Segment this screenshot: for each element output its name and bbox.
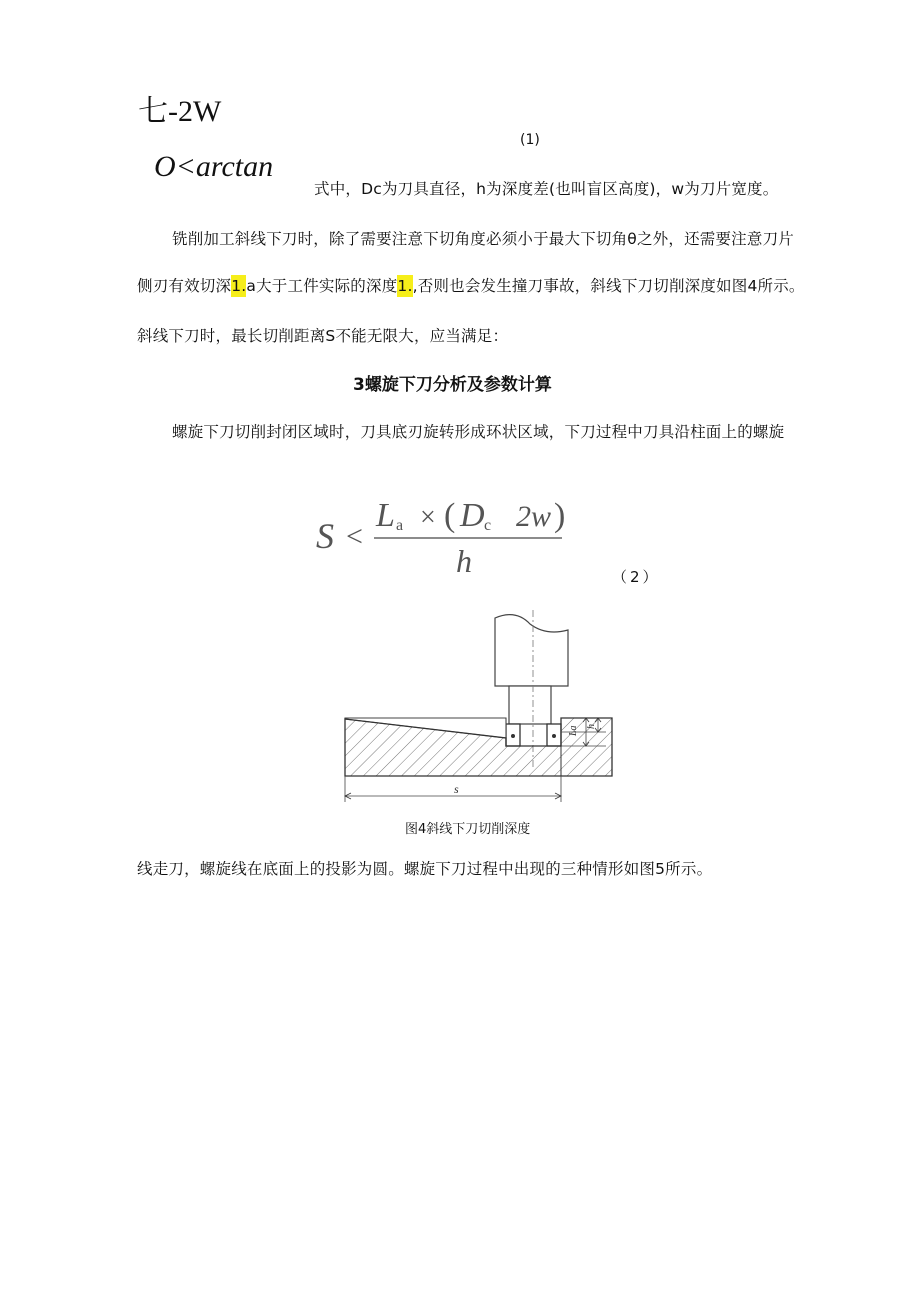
formula2-D-sub: c: [484, 517, 492, 534]
paragraph-2-line-2: 侧刃有效切深1.a大于工件实际的深度1.,否则也会发生撞刀事故，斜线下刀切削深度如图4所示。: [137, 277, 805, 295]
dim-s-label: s: [454, 782, 459, 796]
formula2-number: （2）: [612, 568, 661, 586]
highlight-mark-2: 1.: [397, 277, 413, 295]
paragraph-5: 线走刀，螺旋线在底面上的投影为圆。螺旋下刀过程中出现的三种情形如图5所示。: [137, 860, 713, 878]
formula2-D: D: [460, 497, 485, 534]
dim-h-label: h: [586, 724, 597, 729]
paragraph-4: 螺旋下刀切削封闭区域时，刀具底刃旋转形成环状区域，下刀过程中刀具沿柱面上的螺旋: [172, 423, 785, 441]
formula2-rel: <: [346, 520, 363, 553]
tool-shank: [495, 615, 568, 686]
formula1-number: (1): [520, 132, 540, 148]
paragraph-3: 斜线下刀时，最长切削距离S不能无限大，应当满足：: [137, 327, 509, 345]
tool-neck: [509, 686, 551, 724]
formula2-L: L: [376, 497, 395, 534]
formula2-open: (: [444, 497, 456, 534]
figure-4-diagram: [340, 608, 620, 804]
formula2-lhs: S: [316, 516, 334, 556]
formula1-top-line: 七-2W: [138, 95, 222, 128]
formula2-den: h: [456, 543, 472, 579]
formula2-2w: 2w: [516, 500, 552, 533]
section-heading: 3螺旋下刀分析及参数计算: [353, 375, 552, 395]
figure-4-caption: 图4斜线下刀切削深度: [405, 822, 531, 837]
where-clause: 式中，Dc为刀具直径，h为深度差(也叫盲区高度)，w为刀片宽度。: [314, 180, 779, 198]
formula1-lhs: O<arctan: [154, 150, 274, 183]
formula2-L-sub: a: [396, 517, 404, 534]
dim-La-label: La: [568, 725, 579, 736]
formula-2: [310, 488, 580, 583]
formula2-close: ): [554, 497, 566, 534]
highlight-mark-1: 1.: [231, 277, 247, 295]
formula2-times: ×: [420, 502, 436, 533]
paragraph-2-line-1: 铣削加工斜线下刀时，除了需要注意下切角度必须小于最大下切角θ之外，还需要注意刀片: [172, 230, 794, 248]
